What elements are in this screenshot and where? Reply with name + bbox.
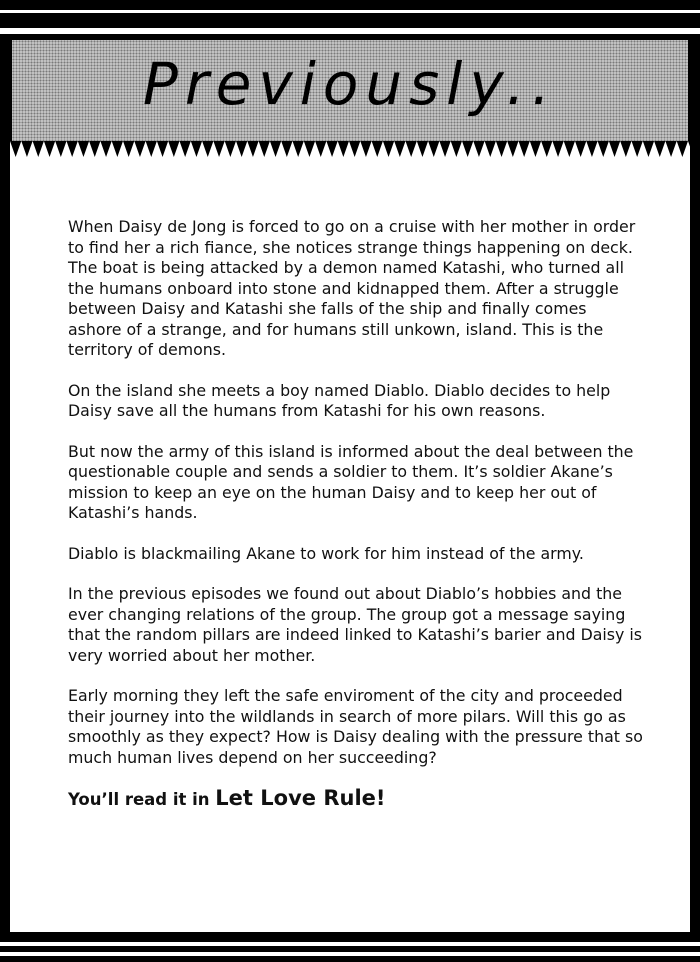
paragraph-intro: When Daisy de Jong is forced to go on a cruise with her mother in order to find her a rich fiance, she notices strange things happening on deck. The boat is being attacked by a demon named Katashi, who turned all the humans onboard into stone and kidnapped them. After a struggle between Daisy and Katashi she falls of the ship and finally comes ashore of a strange, and for humans still unkown, island. This is the territory of demons.	[68, 217, 636, 359]
top-border-stripe	[0, 28, 700, 34]
paragraph-blackmail: Diablo is blackmailing Akane to work for him instead of the army.	[68, 543, 584, 563]
paragraph-previous-episodes: In the previous episodes we found out about Diablo’s hobbies and the ever changing relations of the group. The group got a message saying that the random pillars are indeed linked to Katashi’s barier and Daisy is very worried about her mother.	[68, 584, 643, 665]
bottom-border-stripe	[0, 942, 700, 946]
text-panel	[10, 160, 690, 932]
top-border-stripe	[0, 10, 700, 13]
closing-line	[68, 788, 643, 811]
paragraph-island: On the island she meets a boy named Diablo. Diablo decides to help Daisy save all the humans from Katashi for his own reasons.	[68, 380, 611, 420]
page-title: Previously..	[142, 50, 558, 118]
story-summary	[68, 217, 643, 831]
paragraph-army: But now the army of this island is informed about the deal between the questionable couple and sends a soldier to them. It’s soldier Akane’s mission to keep an eye on the human Daisy and to keep her out of Katashi’s hands.	[68, 441, 634, 522]
paragraph-journey: Early morning they left the safe enviroment of the city and proceeded their journey into the wildlands in search of more pilars. Will this go as smoothly as they expect? How is Daisy dealing with the pressure that so much human lives depend on her succeeding?	[68, 686, 643, 767]
top-border	[0, 0, 700, 40]
bottom-border	[0, 932, 700, 962]
closing-lead: You’ll read it in	[68, 790, 216, 809]
bottom-border-stripe	[0, 952, 700, 956]
series-title: Let Love Rule!	[215, 786, 386, 810]
title-banner	[10, 40, 690, 143]
